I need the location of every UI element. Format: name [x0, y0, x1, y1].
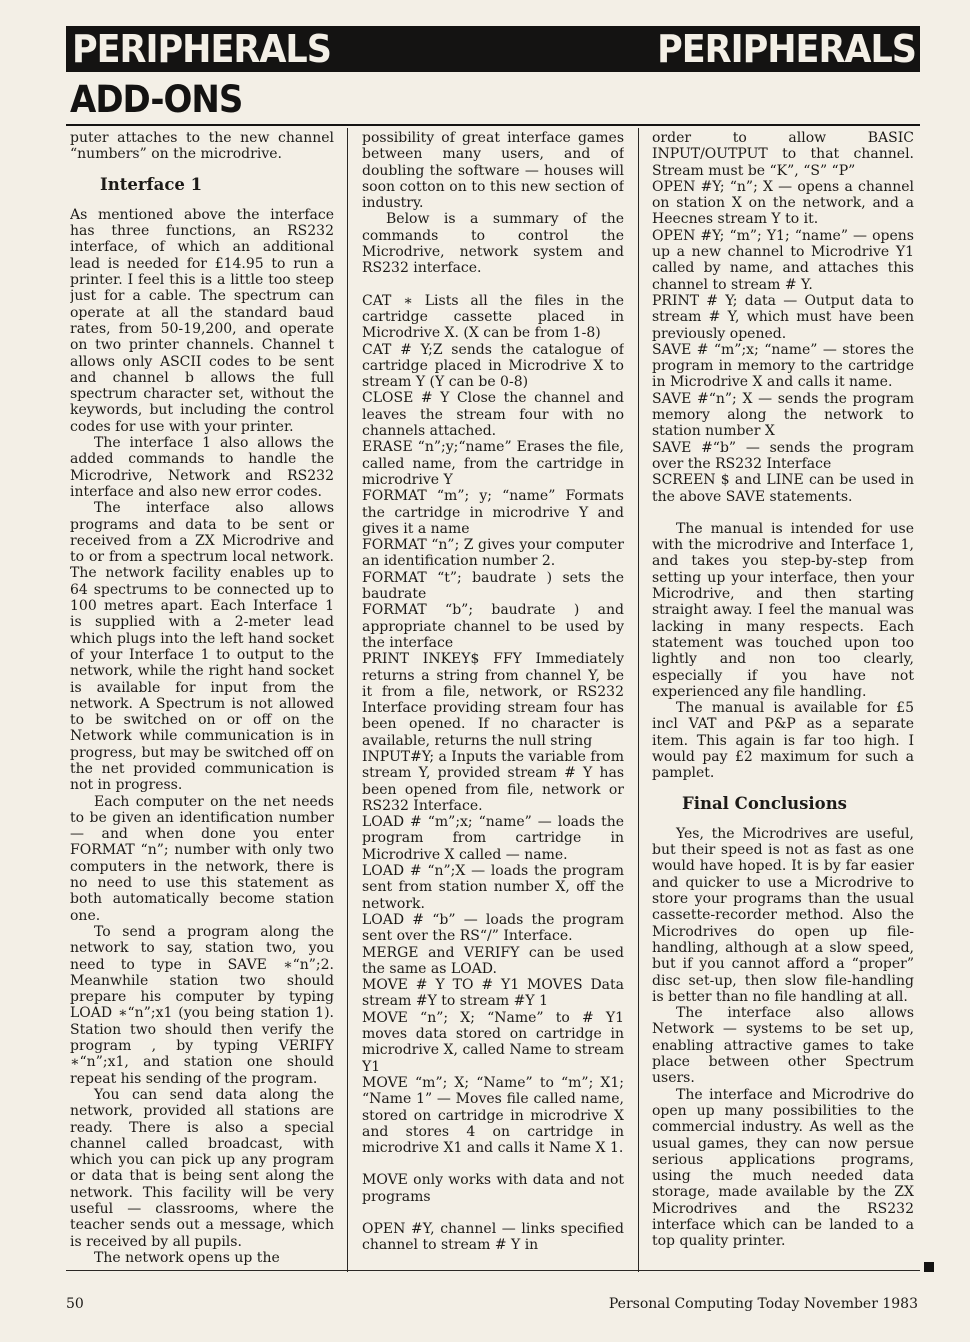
body-paragraph: The interface also allows Network — systems to be set up, enabling attractive games to take place between other Spectrum users.: [652, 1005, 914, 1087]
body-paragraph: The network opens up the: [94, 1249, 280, 1266]
body-paragraph: INPUT#Y; a Inputs the variable from stream Y, provided stream # Y has been opened from file, network or RS232 Interface.: [362, 748, 624, 814]
section-heading: Interface 1: [100, 174, 203, 194]
subsection-title: ADD-ONS: [70, 78, 243, 122]
body-paragraph: SAVE #“n”; X — sends the program memory along the network to station number X: [652, 390, 914, 440]
text-column-2: [362, 130, 624, 1270]
body-paragraph: OPEN #Y; “m”; Y1; “name” — opens up a new channel to Microdrive Y1 called by name, and attaches this channel to stream # Y.: [652, 227, 914, 293]
body-paragraph: LOAD # “n”;X — loads the program sent from station number X, off the network.: [362, 863, 624, 912]
body-paragraph: CAT # Y;Z sends the catalogue of cartridge placed in Microdrive X to stream Y (Y can be 0-8): [362, 341, 624, 391]
body-paragraph: You can send data along the network, provided all stations are ready. There is also a special channel called broadcast, with which you can pick up any program or data that is being sent along the network. This facility will be very useful — classrooms, where the teacher sends out a message, which is received by all pupils.: [70, 1086, 334, 1250]
body-paragraph: FORMAT “n”; Z gives your computer an identification number 2.: [362, 537, 624, 570]
body-paragraph: FORMAT “t”; baudrate ) sets the baudrate: [362, 569, 624, 603]
body-paragraph: The interface 1 also allows the added commands to handle the Microdrive, Network and RS232 interface and also new error codes.: [70, 435, 334, 500]
body-paragraph: OPEN #Y; “n”; X — opens a channel on station X on the network, and a Heecnes stream Y to it.: [652, 178, 914, 228]
body-paragraph: Each computer on the net needs to be given an identification number — and when done you enter FORMAT “n”; number with only two computers in the network, there is no need to use this statement as both automatically become station one.: [70, 793, 334, 924]
body-paragraph: FORMAT “m”; y; “name” Formats the cartridge in microdrive Y and gives it a name: [362, 488, 624, 537]
body-paragraph: The manual is intended for use with the microdrive and Interface 1, and takes you step-by-step from setting up your interface, then your Microdrive, and then starting straight away. I feel the manual was lacking in many respects. Each statement was touched upon too lightly and non too clearly, especially if you have not experienced any file handling.: [652, 520, 914, 700]
body-paragraph: To send a program along the network to say, station two, you need to type in SAVE ∗“n”;2. Meanwhile station two should prepare his computer by typing LOAD ∗“n”;x1 (you being station 1). Station two should then verify the program , by typing VERIFY ∗“n”;x1, and station one should repeat his sending of the program.: [70, 923, 334, 1087]
body-paragraph: MOVE # Y TO # Y1 MOVES Data stream #Y to stream #Y 1: [362, 977, 624, 1010]
body-paragraph: PRINT INKEY$ FFY Immediately returns a string from channel Y, be it from a file, network, or RS232 Interface providing stream four has been opened. If no character is available, returns the null string: [362, 651, 624, 749]
body-paragraph: order to allow BASIC INPUT/OUTPUT to that channel. Stream must be “K”, “S” “P”: [652, 130, 914, 179]
body-paragraph: CLOSE # Y Close the channel and leaves the stream four with no channels attached.: [362, 390, 624, 440]
body-paragraph: SAVE #“b” — sends the program over the RS232 Interface: [652, 439, 914, 472]
column-divider: [347, 128, 348, 1272]
body-paragraph: OPEN #Y, channel — links specified channel to stream # Y in: [362, 1221, 624, 1254]
section-title-left: PERIPHERALS: [72, 28, 331, 72]
body-paragraph: LOAD # “b” — loads the program sent over the RS“/” Interface.: [362, 911, 624, 945]
column-divider: [638, 128, 639, 1272]
body-paragraph: ERASE “n”;y;“name” Erases the file, called name, from the cartridge in microdrive Y: [362, 439, 624, 488]
body-paragraph: LOAD # “m”;x; “name” — loads the program from cartridge in Microdrive X called — name.: [362, 814, 624, 863]
body-paragraph: The interface also allows programs and data to be sent or received from a ZX Microdrive and to or from a spectrum local network. The network facility enables up to 64 spectrums to be connected up to 100 metres apart. Each Interface 1 is supplied with a 2-meter lead which plugs into the left hand socket of your Interface 1 to output to the network, while the right hand socket is available for input from the network. A Spectrum is not allowed to be switched on or off on the Network while communication is in progress, but may be switched off on the net provided communication is not in progress.: [70, 500, 334, 794]
text-column-1: [70, 130, 334, 1270]
section-title-right: PERIPHERALS: [657, 28, 916, 72]
body-paragraph: PRINT # Y; data — Output data to stream # Y, which must have been previously opened.: [652, 292, 914, 342]
body-paragraph: CAT ∗ Lists all the files in the cartridge cassette placed in Microdrive X. (X can be from 1-8): [362, 292, 624, 342]
body-paragraph: The interface and Microdrive do open up many possibilities to the commercial industry. As well as the usual games, they can now persue serious applications programs, using the much needed data storage, made available by the ZX Microdrives and the RS232 interface which can be landed to a top quality printer.: [652, 1086, 914, 1250]
body-paragraph: Below is a summary of the commands to control the Microdrive, network system and RS232 interface.: [362, 211, 624, 277]
text-column-3: [652, 130, 914, 1270]
body-paragraph: Yes, the Microdrives are useful, but their speed is not as fast as one would have hoped. It is by far easier and quicker to use a Microdrive to store your programs than the usual cassette-recorder method. Also the Microdrives do open up file-handling, although at a slow speed, but if you cannot afford a “proper” disc set-up, then slow file-handling is better than no file handling at all.: [652, 825, 914, 1005]
bottom-rule: [66, 1270, 920, 1271]
body-paragraph: possibility of great interface games between many users, and of doubling the software — houses will soon cotton on to this new section of industry.: [362, 130, 624, 212]
publication-footer: Personal Computing Today November 1983: [608, 1296, 918, 1312]
body-paragraph: MOVE “n”; X; “Name” to # Y1 moves data stored on cartridge in microdrive X, called Name to stream Y1: [362, 1009, 624, 1075]
header-rule: [66, 124, 920, 126]
section-banner: [66, 28, 920, 72]
body-paragraph: MERGE and VERIFY can be used the same as LOAD.: [362, 944, 624, 977]
body-paragraph: The manual is available for £5 incl VAT and P&P as a separate item. This again is far too high. I would pay £2 maximum for such a pamplet.: [652, 700, 914, 782]
body-paragraph: SAVE # “m”;x; “name” — stores the program in memory to the cartridge in Microdrive X and calls it name.: [652, 341, 914, 391]
end-of-article-mark: [924, 1262, 934, 1272]
page-number: 50: [66, 1296, 84, 1312]
body-paragraph: MOVE “m”; X; “Name” to “m”; X1; “Name 1” — Moves file called name, stored on cartridge in microdrive X and stores 4 on cartridge in microdrive X1 and calls it Name X 1.: [362, 1074, 624, 1157]
body-paragraph: FORMAT “b”; baudrate ) and appropriate channel to be used by the interface: [362, 602, 624, 651]
section-heading: Final Conclusions: [682, 793, 847, 813]
body-paragraph: As mentioned above the interface has three functions, an RS232 interface, of which an additional lead is needed for £14.95 to run a printer. I feel this is a little too steep just for a cable. The spectrum can operate at all the standard baud rates, from 50-19,200, and operate on two printer channels. Channel t allows only ASCII codes to be sent and channel b allows the full spectrum character set, without the keywords, but including the control codes for use with your printer.: [70, 206, 334, 435]
body-paragraph: puter attaches to the new channel “numbers” on the microdrive.: [70, 130, 334, 163]
body-paragraph: SCREEN $ and LINE can be used in the above SAVE statements.: [652, 472, 914, 505]
body-paragraph: MOVE only works with data and not programs: [362, 1172, 624, 1205]
